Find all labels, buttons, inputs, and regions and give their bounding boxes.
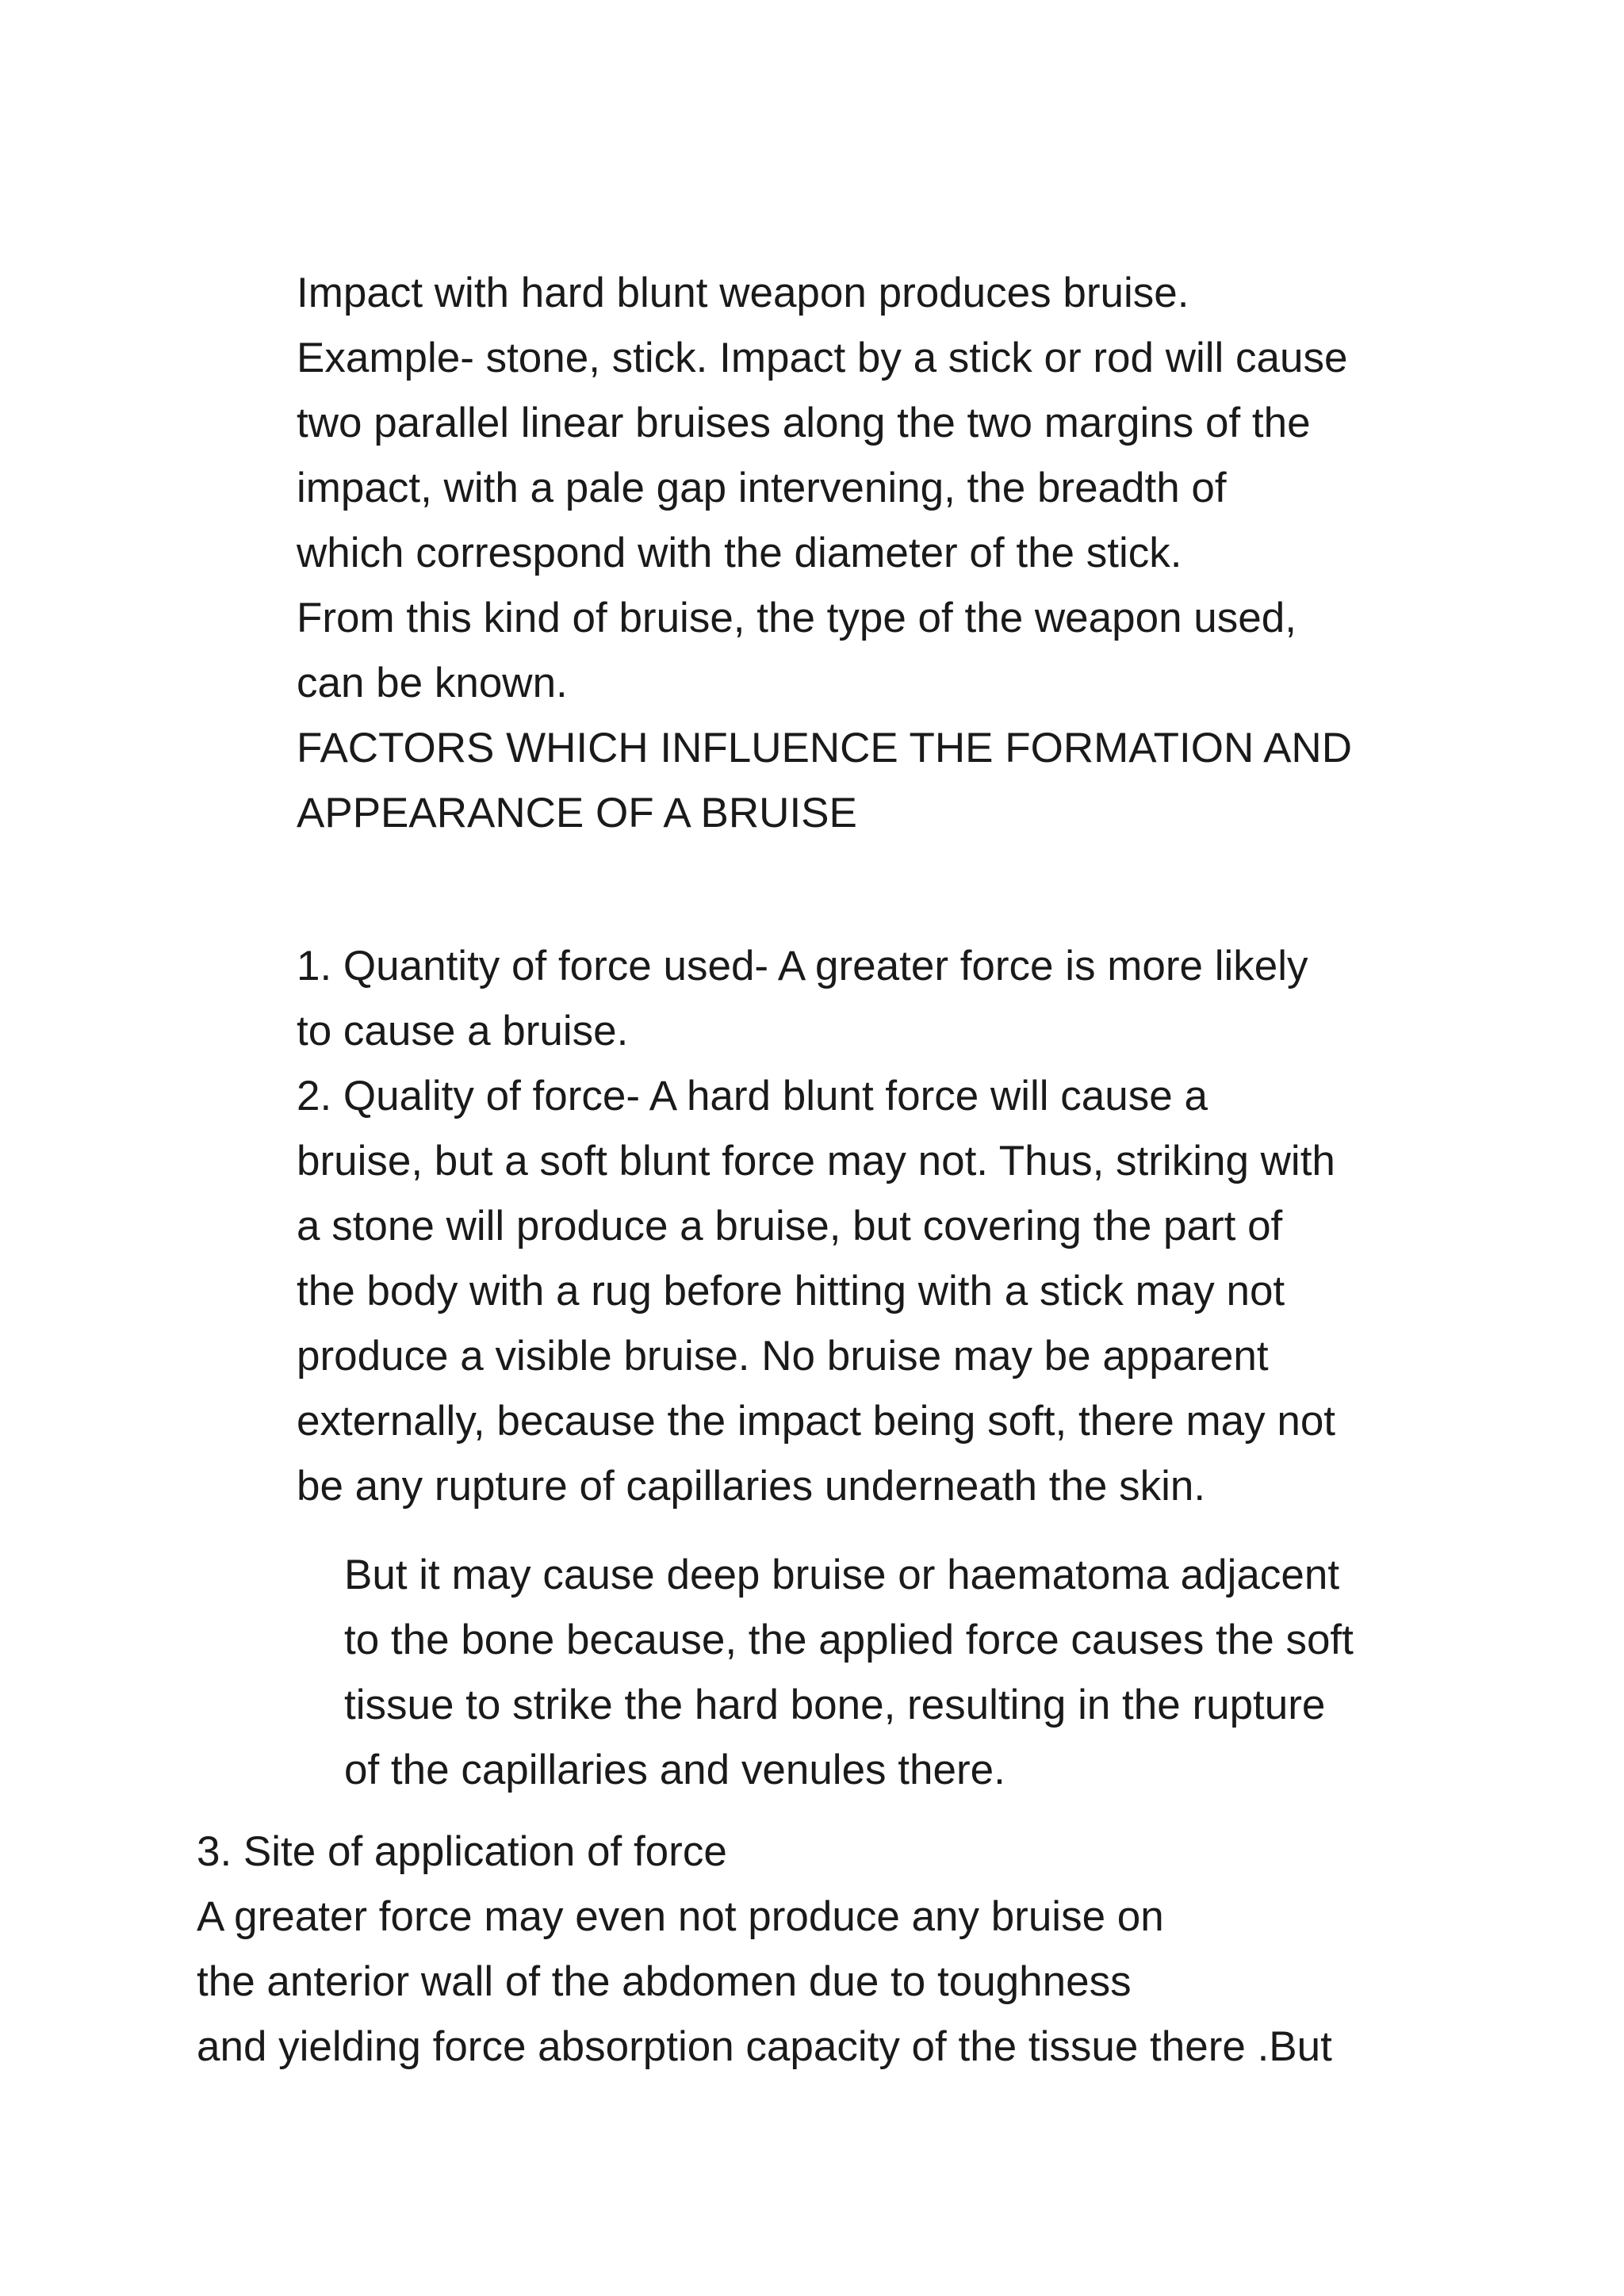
text-line: be any rupture of capillaries underneath the skin. bbox=[297, 1463, 1206, 1510]
text-line: Impact with hard blunt weapon produces bruise. bbox=[297, 270, 1189, 316]
text-line: the body with a rug before hitting with a stick may not bbox=[297, 1268, 1285, 1314]
text-line: 2. Quality of force- A hard blunt force will cause a bbox=[297, 1073, 1208, 1119]
text-line: which correspond with the diameter of the stick. bbox=[297, 530, 1182, 576]
text-line: externally, because the impact being soft, there may not bbox=[297, 1398, 1336, 1445]
text-line: A greater force may even not produce any bruise on bbox=[197, 1893, 1164, 1940]
text-line: impact, with a pale gap intervening, the breadth of bbox=[297, 465, 1227, 511]
text-line: From this kind of bruise, the type of the weapon used, bbox=[297, 595, 1297, 641]
text-line: and yielding force absorption capacity of the tissue there .But bbox=[197, 2023, 1332, 2070]
text-line: to the bone because, the applied force causes the soft bbox=[344, 1617, 1354, 1663]
text-line: of the capillaries and venules there. bbox=[344, 1747, 1005, 1793]
heading-line: FACTORS WHICH INFLUENCE THE FORMATION AND bbox=[297, 725, 1352, 771]
text-line: 1. Quantity of force used- A greater force is more likely bbox=[297, 943, 1308, 989]
text-line: two parallel linear bruises along the two margins of the bbox=[297, 400, 1311, 446]
text-line: Example- stone, stick. Impact by a stick or rod will cause bbox=[297, 335, 1348, 381]
text-line: the anterior wall of the abdomen due to toughness bbox=[197, 1958, 1132, 2005]
text-line: can be known. bbox=[297, 660, 568, 706]
text-line: a stone will produce a bruise, but covering the part of bbox=[297, 1203, 1283, 1249]
text-line: bruise, but a soft blunt force may not. Thus, striking with bbox=[297, 1138, 1335, 1184]
text-line: produce a visible bruise. No bruise may be apparent bbox=[297, 1333, 1269, 1380]
text-line: tissue to strike the hard bone, resulting in the rupture bbox=[344, 1682, 1326, 1728]
text-line: But it may cause deep bruise or haematoma adjacent bbox=[344, 1552, 1340, 1598]
text-line: to cause a bruise. bbox=[297, 1008, 629, 1054]
heading-line: APPEARANCE OF A BRUISE bbox=[297, 790, 857, 836]
text-line: 3. Site of application of force bbox=[197, 1828, 727, 1875]
